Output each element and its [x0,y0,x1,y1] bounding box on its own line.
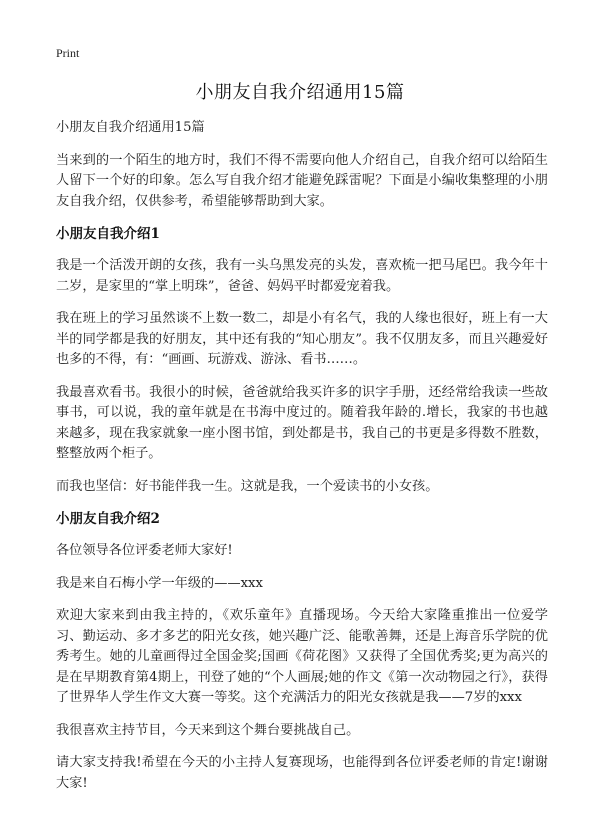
document-body [56,118,548,806]
document-subtitle: 小朋友自我介绍通用15篇 [56,120,205,135]
section-paragraph: 我很喜欢主持节目，今天来到这个舞台要挑战自己。 [56,722,360,738]
intro-paragraph: 当来到的一个陌生的地方时，我们不得不需要向他人介绍自己，自我介绍可以给陌生人留下一个好的印象。怎么写自我介绍才能避免踩雷呢？下面是小编收集整理的小朋友自我介绍，仅供参考，希望能够帮助到大家。 [56,152,548,209]
page-title: 小朋友自我介绍通用15篇 [195,82,405,103]
section-paragraph: 欢迎大家来到由我主持的，《欢乐童年》直播现场。今天给大家隆重推出一位爱学习、勤运动、多才多艺的阳光女孩，她兴趣广泛、能歌善舞，还是上海音乐学院的优秀考生。她的儿童画得过全国金奖;国画《荷花图》又获得了全国优秀奖;更为高兴的是在早期教育第4期上，刊登了她的“个人画展;她的作文《第一次动物园之行》，获得了世界华人学生作文大赛一等奖。这个充满活力的阳光女孩就是我——7岁的xxx [56,608,548,705]
section-paragraph: 我在班上的学习虽然谈不上数一数二，却是小有名气，我的人缘也很好，班上有一大半的同学都是我的好朋友，其中还有我的“知心朋友”。我不仅朋友多，而且兴趣爱好也多的不得，有：“画画、玩游戏、游泳、看书……。 [56,311,548,367]
print-label: Print [56,46,80,60]
section-paragraph: 我最喜欢看书。我很小的时候，爸爸就给我买许多的识字手册，还经常给我读一些故事书，可以说，我的童年就是在书海中度过的。随着我年龄的.增长，我家的书也越来越多，现在我家就象一座小图书馆，到处都是书，我自己的书更是多得数不胜数，整整放两个柜子。 [56,384,548,461]
section-paragraph: 各位领导各位评委老师大家好! [56,543,233,558]
section-paragraph: 我是来自石梅小学一年级的——xxx [56,575,263,591]
section-paragraph: 我是一个活泼开朗的女孩，我有一头乌黑发亮的头发，喜欢梳一把马尾巴。我今年十二岁，是家里的“掌上明珠”，爸爸、妈妈平时都爱宠着我。 [56,258,548,294]
section-heading: 小朋友自我介绍1 [56,226,160,242]
section-paragraph: 而我也坚信：好书能伴我一生。这就是我，一个爱读书的小女孩。 [56,478,439,494]
section-heading: 小朋友自我介绍2 [56,511,160,527]
section-paragraph: 请大家支持我!希望在今天的小主持人复赛现场，也能得到各位评委老师的肯定!谢谢大家! [56,755,548,791]
